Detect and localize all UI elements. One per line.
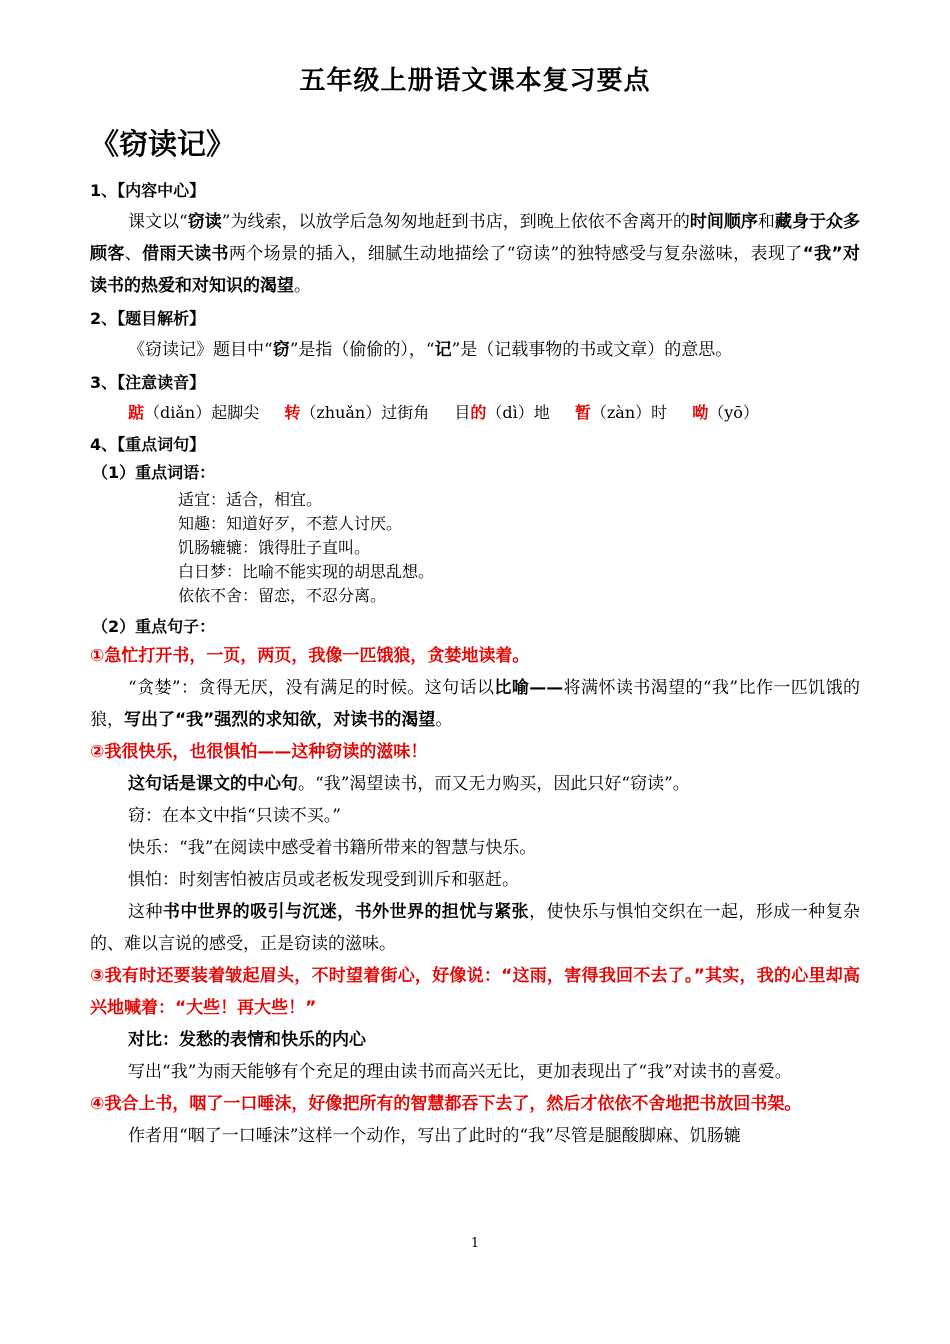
pronunciation-char: 暂	[574, 403, 591, 422]
key-words-heading: （1）重点词语：	[92, 463, 216, 482]
text-run: 。“我”渴望读书，而又无力购买，因此只好“窃读”。	[298, 774, 690, 794]
text-run: 。	[435, 710, 453, 730]
pinyin-text: （zhuǎn）过街角	[300, 403, 430, 422]
key-word-item: 适宜：适合，相宜。	[178, 490, 323, 509]
key-sentence-4: ④我合上书，咽了一口唾沫，好像把所有的智慧都吞下去了，然后才依依不舍地把书放回书架。	[90, 1094, 802, 1114]
key-word-item: 依依不舍：留恋，不忍分离。	[178, 586, 387, 605]
pronunciation-char: 转	[284, 403, 301, 422]
pronunciation-char: 的	[470, 403, 487, 422]
text-run: 这种	[128, 902, 163, 922]
sentence-2-analysis	[90, 768, 860, 800]
pinyin-text: （yō）	[708, 403, 759, 422]
lesson-title: 《窃读记》	[90, 127, 236, 161]
text-run: ”为线索，以放学后急匆匆地赶到书店，到晚上依依不舍离开的	[221, 212, 690, 232]
content-center-paragraph	[90, 206, 860, 302]
text-run: 、	[124, 244, 143, 264]
sentence-2-note-joy: 快乐：“我”在阅读中感受着书籍所带来的智慧与快乐。	[128, 838, 537, 858]
text-run: ，使快乐与惧怕交织在一起，形成一种复杂的、难以言说的感受，正是窃读的滋味。	[90, 902, 861, 954]
bold-run: “我”对读书的热爱和对知识的渴望	[90, 244, 861, 296]
sentence-2-note-fear: 惧怕：时刻害怕被店员或老板发现受到训斥和驱赶。	[128, 870, 519, 890]
section-heading-title-analysis: 2、【题目解析】	[90, 309, 206, 328]
pronunciation-item	[575, 398, 667, 428]
key-sentences-heading: （2）重点句子：	[92, 617, 216, 636]
bold-run: 这句话是课文的中心句	[128, 774, 298, 794]
bold-run: 窃	[272, 340, 290, 360]
pronunciation-item	[128, 398, 259, 428]
key-word-item: 白日梦：比喻不能实现的胡思乱想。	[178, 562, 435, 581]
text-run: 。	[294, 276, 311, 296]
section-heading-content-center: 1、【内容中心】	[90, 181, 206, 200]
bold-run: 书中世界的吸引与沉迷，书外世界的担忧与紧张	[162, 902, 530, 922]
pronunciation-char: 呦	[692, 403, 709, 422]
pinyin-text: （dì）地	[486, 403, 550, 422]
bold-run: 窃读	[187, 212, 222, 232]
sentence-4-analysis: 作者用“咽了一口唾沫”这样一个动作，写出了此时的“我”尽管是腿酸脚麻、饥肠辘	[128, 1126, 741, 1146]
bold-run: 藏身于众多顾客	[90, 212, 860, 264]
sentence-1-analysis	[90, 672, 860, 736]
text-run: 目	[454, 403, 471, 422]
key-sentence-1: ①急忙打开书，一页，两页，我像一匹饿狼，贪婪地读着。	[90, 646, 530, 666]
text-run: 《窃读记》题目中“	[128, 340, 273, 360]
bold-run: 记	[434, 340, 452, 360]
bold-run: 时间顺序	[689, 212, 758, 232]
text-run: 和	[757, 212, 775, 232]
sentence-2-note-steal: 窃：在本文中指“只读不买。”	[128, 806, 341, 826]
document-title: 五年级上册语文课本复习要点	[299, 66, 651, 96]
pinyin-text: （zàn）时	[590, 403, 668, 422]
pronunciation-list	[128, 398, 860, 428]
section-heading-key-phrases: 4、【重点词句】	[90, 435, 206, 454]
pronunciation-item	[284, 398, 429, 428]
key-sentence-3: ③我有时还要装着皱起眉头，不时望着街心，好像说：“这雨，害得我回不去了。”其实，我的心里却高兴地喊着：“大些！再大些！”	[90, 966, 860, 1018]
sentence-3-contrast: 对比：发愁的表情和快乐的内心	[128, 1030, 366, 1050]
bold-run: 比喻——	[494, 678, 564, 698]
key-word-item: 知趣：知道好歹，不惹人讨厌。	[178, 514, 403, 533]
bold-run: 借雨天读书	[142, 244, 229, 264]
text-run: 两个场景的插入，细腻生动地描绘了“窃读”的独特感受与复杂滋味，表现了	[228, 244, 803, 264]
text-run: 课文以“	[128, 212, 188, 232]
pronunciation-item	[692, 398, 759, 428]
pronunciation-item	[454, 398, 549, 428]
text-run: ”是指（偷偷的），“	[289, 340, 435, 360]
key-words-list	[178, 488, 860, 608]
pinyin-text: （diǎn）起脚尖	[144, 403, 260, 422]
section-heading-pronunciation: 3、【注意读音】	[90, 373, 206, 392]
key-word-item: 饥肠辘辘：饿得肚子直叫。	[178, 538, 371, 557]
text-run: ”是（记载事物的书或文章）的意思。	[451, 340, 733, 360]
sentence-2-summary	[90, 896, 860, 960]
content-body	[90, 174, 860, 1152]
bold-run: 写出了“我”强烈的求知欲，对读书的渴望	[124, 710, 436, 730]
page-number: 1	[470, 1236, 480, 1251]
key-sentence-2: ②我很快乐，也很惧怕——这种窃读的滋味！	[90, 742, 428, 762]
text-run: “贪婪”：贪得无厌，没有满足的时候。这句话以	[128, 678, 495, 698]
title-analysis-paragraph	[90, 334, 860, 366]
sentence-3-analysis: 写出“我”为雨天能够有个充足的理由读书而高兴无比，更加表现出了“我”对读书的喜爱。	[128, 1062, 792, 1082]
text-run: 将满怀读书渴望的“我”比作一匹饥饿的狼，	[90, 678, 860, 730]
pronunciation-char: 踮	[128, 403, 145, 422]
